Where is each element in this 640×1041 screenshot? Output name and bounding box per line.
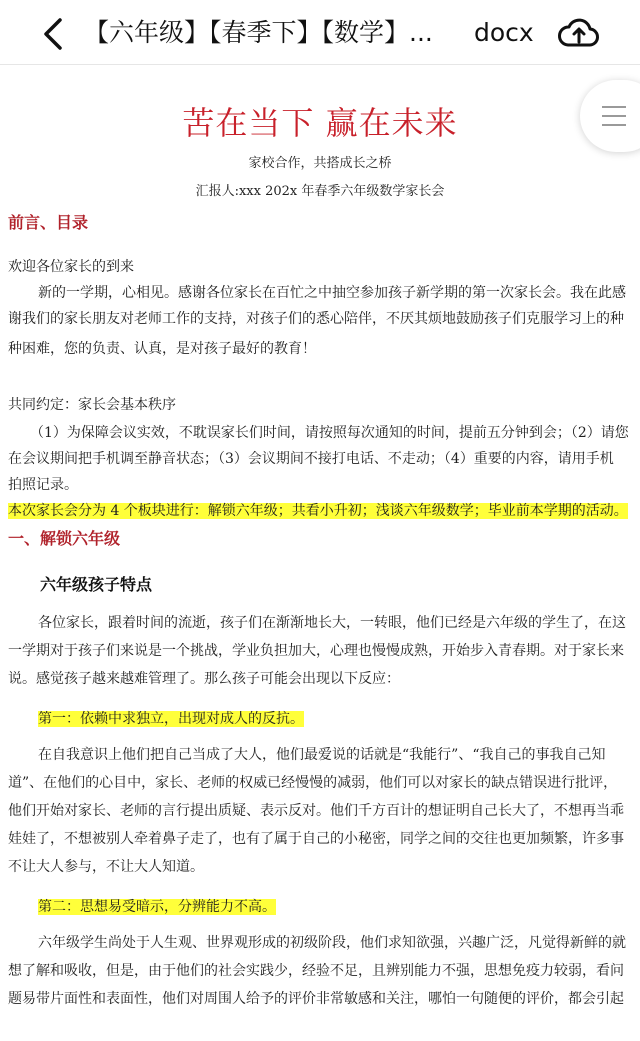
agreement-line: （1）为保障会议实效，不耽误家长们时间，请按照每次通知的时间，提前五分钟到会；（2）请您: [30, 425, 629, 441]
document-main-title: 苦在当下 赢在未来: [182, 104, 458, 142]
intro-line: 谢我们的家长朋友对老师工作的支持，对孩子们的悉心陪伴，不厌其烦地鼓励孩子们克服学习上的种: [8, 311, 624, 327]
paragraph-line: 题易带片面性和表面性，他们对周围人给予的评价非常敏感和关注，哪怕一句随便的评价，都会引起: [8, 991, 624, 1007]
paragraph-line: 道”、在他们的心目中，家长、老师的权威已经慢慢的减弱，他们可以对家长的缺点错误进行批评，: [8, 775, 618, 791]
paragraph-line: 一学期对于孩子们来说是一个挑战，学业负担加大，心理也慢慢成熟，开始步入青春期。对于家长来: [8, 643, 624, 659]
point-1-line: [38, 708, 632, 728]
point-2-line: [38, 896, 632, 916]
file-extension: docx: [474, 18, 534, 47]
agreement-line: 在会议期间把手机调至静音状态；（3）会议期间不接打电话、不走动；（4）重要的内容，请用手机: [8, 451, 614, 467]
section-1-heading: 一、解锁六年级: [8, 529, 121, 548]
paragraph-line: 娃娃了，不想被别人牵着鼻子走了，也有了属于自己的小秘密，同学之间的交往也更加频繁，许多事: [8, 831, 624, 847]
paragraph-line: 不让大人参与，不让大人知道。: [8, 859, 204, 875]
sections-note-line: [8, 500, 632, 520]
intro-line: 种困难，您的负责、认真，是对孩子最好的教育！: [8, 341, 316, 357]
paragraph-line: 各位家长，跟着时间的流逝，孩子们在渐渐地长大，一转眼，他们已经是六年级的学生了，在这: [38, 615, 626, 631]
paragraph-line: 他们开始对家长、老师的言行提出质疑、表示反对。他们千方百计的想证明自己长大了，不想再当乖: [8, 803, 624, 819]
paragraph-line: 说。感觉孩子越来越难管理了。那么孩子可能会出现以下反应：: [8, 671, 400, 687]
intro-line: 新的一学期，心相见。感谢各位家长在百忙之中抽空参加孩子新学期的第一次家长会。我在此感: [38, 285, 626, 301]
agreement-line: 拍照记录。: [8, 477, 78, 493]
back-arrow-icon[interactable]: [36, 14, 72, 54]
point-2-highlight: 第二：思想易受暗示，分辨能力不高。: [38, 899, 276, 915]
paragraph-line: 在自我意识上他们把自己当成了大人，他们最爱说的话就是“我能行”、“我自己的事我自己知: [38, 747, 606, 763]
reporter-line: 汇报人:xxx 202x 年春季六年级数学家长会: [195, 184, 445, 199]
subsection-heading: 六年级孩子特点: [40, 575, 153, 594]
document-title: [84, 14, 534, 52]
point-1-highlight: 第一：依赖中求独立，出现对成人的反抗。: [38, 711, 304, 727]
top-bar: [0, 0, 640, 65]
paragraph-line: 六年级学生尚处于人生观、世界观形成的初级阶段，他们求知欲强，兴趣广泛，凡觉得新鲜的就: [38, 935, 626, 951]
section-preface-heading: 前言、目录: [8, 213, 89, 232]
agreement-title: 共同约定：家长会基本秩序: [8, 397, 176, 413]
document-subtitle: 家校合作，共搭成长之桥: [248, 156, 392, 171]
paragraph-line: 想了解和吸收，但是，由于他们的社会实践少，经验不足，且辨别能力不强，思想免疫力较弱，看问: [8, 963, 624, 979]
cloud-upload-icon[interactable]: [556, 12, 602, 52]
welcome-line: 欢迎各位家长的到来: [8, 259, 134, 275]
document-title-text: 【六年级】【春季下】【数学】...: [84, 18, 433, 47]
sections-note: 本次家长会分为 4 个板块进行：解锁六年级；共看小升初；浅谈六年级数学；毕业前本学期的活动。: [8, 503, 628, 519]
